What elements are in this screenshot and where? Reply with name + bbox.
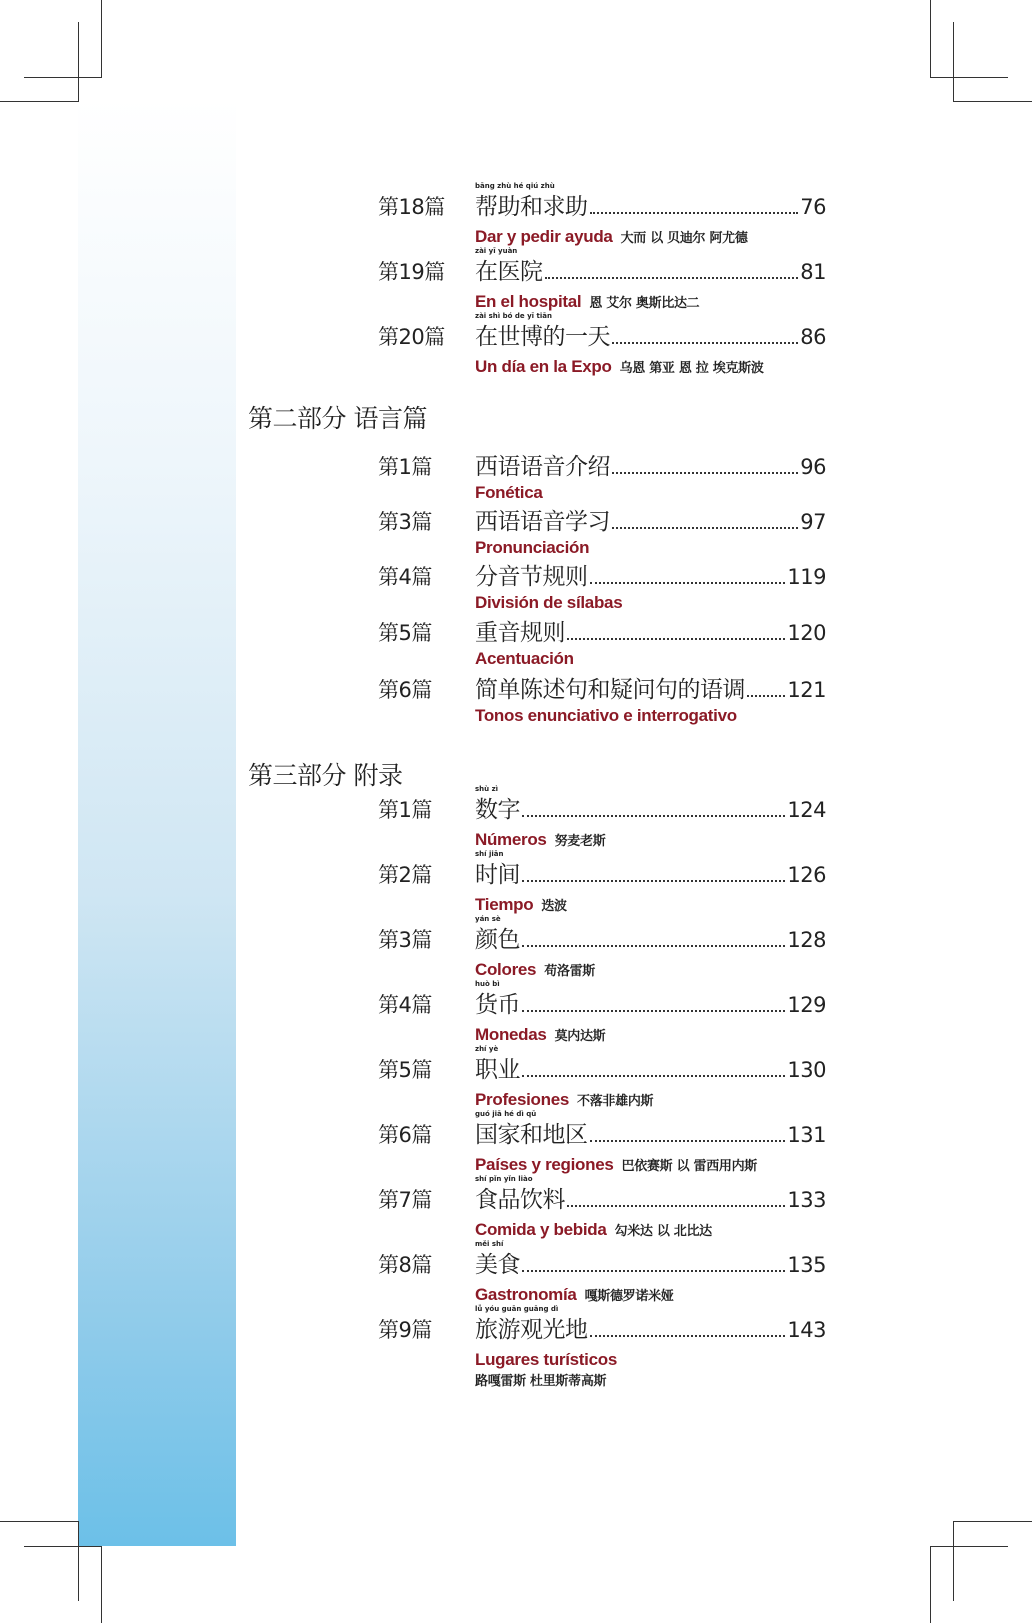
entry-page: 97 — [800, 510, 826, 534]
entry-spanish: Fonética — [475, 483, 543, 502]
entry-title: 货币 — [475, 992, 520, 1018]
crop-mark — [78, 22, 79, 102]
entry-title: 食品饮料 — [475, 1187, 565, 1213]
entry-spanish: Monedas — [475, 1025, 547, 1044]
entry-number: 第5篇 — [378, 621, 432, 645]
entry-page: 126 — [787, 863, 826, 887]
entry-number: 第1篇 — [378, 455, 432, 479]
entry-transliteration: 不落非雄内斯 — [577, 1094, 654, 1109]
entry-page: 120 — [787, 621, 826, 645]
entry-pinyin: guó jiā hé dì qū — [475, 1110, 537, 1118]
leader-dots — [522, 945, 785, 947]
entry-pinyin — [475, 551, 826, 562]
entry-number: 第8篇 — [378, 1253, 432, 1277]
crop-mark — [953, 1521, 954, 1601]
entry-page: 119 — [787, 565, 826, 589]
entry-title: 职业 — [475, 1057, 520, 1083]
entry-transliteration: 勾米达 以 北比达 — [614, 1224, 712, 1239]
entry-number: 第1篇 — [378, 798, 432, 822]
entry-title: 重音规则 — [475, 620, 565, 646]
leader-dots — [590, 1140, 786, 1142]
entry-title: 时间 — [475, 862, 520, 888]
entry-number: 第9篇 — [378, 1318, 432, 1342]
crop-mark — [24, 1546, 102, 1547]
entry-spanish: Lugares turísticos — [475, 1350, 617, 1369]
entry-page: 121 — [787, 678, 826, 702]
entry-page: 129 — [787, 993, 826, 1017]
entry-pinyin: zài yī yuàn — [475, 247, 518, 255]
entry-page: 81 — [800, 260, 826, 284]
leader-dots — [612, 527, 798, 529]
entry-page: 135 — [787, 1253, 826, 1277]
entry-number: 第6篇 — [378, 1123, 432, 1147]
entry-title: 旅游观光地 — [475, 1317, 588, 1343]
entry-spanish: Gastronomía — [475, 1285, 577, 1304]
entry-number: 第6篇 — [378, 678, 432, 702]
leader-dots — [612, 472, 798, 474]
leader-dots — [747, 695, 785, 697]
entry-page: 124 — [787, 798, 826, 822]
entry-transliteration: 莫内达斯 — [554, 1029, 606, 1044]
crop-mark — [78, 1521, 79, 1601]
entry-title: 简单陈述句和疑问句的语调 — [475, 677, 745, 703]
entry-title: 西语语音学习 — [475, 509, 610, 535]
entry-title: 在世博的一天 — [475, 324, 610, 350]
entry-title: 西语语音介绍 — [475, 454, 610, 480]
entry-spanish: Colores — [475, 960, 537, 979]
entry-title: 数字 — [475, 797, 520, 823]
leader-dots — [545, 277, 799, 279]
entry-page: 131 — [787, 1123, 826, 1147]
entry-pinyin — [475, 664, 826, 675]
entry-pinyin — [475, 496, 826, 507]
crop-mark — [930, 0, 931, 77]
crop-mark — [24, 77, 102, 78]
entry-spanish: División de sílabas — [475, 593, 623, 612]
entry-title: 帮助和求助 — [475, 194, 588, 220]
sidebar-gradient — [78, 98, 236, 1546]
leader-dots — [590, 582, 786, 584]
crop-mark — [101, 1546, 102, 1623]
entry-pinyin — [475, 441, 826, 452]
entry-transliteration: 迭波 — [541, 899, 567, 914]
crop-mark — [930, 1546, 1008, 1547]
entry-spanish: Un día en la Expo — [475, 357, 612, 376]
crop-mark — [953, 22, 954, 102]
entry-title: 国家和地区 — [475, 1122, 588, 1148]
entry-title: 在医院 — [475, 259, 543, 285]
entry-spanish: Tonos enunciativo e interrogativo — [475, 706, 737, 725]
entry-transliteration: 乌恩 第亚 恩 拉 埃克斯波 — [619, 361, 764, 376]
entry-pinyin: yán sè — [475, 915, 501, 923]
entry-transliteration: 嘎斯德罗诺米娅 — [584, 1289, 674, 1304]
entry-transliteration: 路嘎雷斯 杜里斯蒂高斯 — [475, 1374, 607, 1389]
entry-spanish: Profesiones — [475, 1090, 570, 1109]
crop-mark — [930, 77, 1008, 78]
entry-number: 第5篇 — [378, 1058, 432, 1082]
entry-transliteration: 巴依赛斯 以 雷西用内斯 — [621, 1159, 757, 1174]
leader-dots — [522, 880, 785, 882]
entry-spanish: Números — [475, 830, 547, 849]
leader-dots — [612, 342, 798, 344]
section-heading: 第二部分 语言篇 — [248, 404, 427, 433]
entry-pinyin — [475, 607, 826, 618]
entry-number: 第3篇 — [378, 928, 432, 952]
entry-page: 143 — [787, 1318, 826, 1342]
leader-dots — [567, 1205, 785, 1207]
entry-pinyin: huò bì — [475, 980, 500, 988]
entry-pinyin: shí pǐn yǐn liào — [475, 1175, 533, 1183]
entry-number: 第3篇 — [378, 510, 432, 534]
entry-transliteration: 恩 艾尔 奥斯比达二 — [589, 296, 700, 311]
crop-mark — [953, 101, 1032, 102]
entry-pinyin: shù zì — [475, 785, 499, 793]
crop-mark — [0, 101, 79, 102]
entry-page: 128 — [787, 928, 826, 952]
entry-page: 76 — [800, 195, 826, 219]
entry-page: 133 — [787, 1188, 826, 1212]
entry-number: 第19篇 — [378, 260, 445, 284]
entry-spanish: Comida y bebida — [475, 1220, 607, 1239]
entry-spanish: Acentuación — [475, 649, 574, 668]
entry-spanish: En el hospital — [475, 292, 582, 311]
entry-spanish: Tiempo — [475, 895, 534, 914]
entry-number: 第7篇 — [378, 1188, 432, 1212]
entry-number: 第18篇 — [378, 195, 445, 219]
entry-transliteration: 大而 以 贝迪尔 阿尤德 — [620, 231, 748, 246]
entry-spanish: Pronunciación — [475, 538, 590, 557]
entry-pinyin: zhí yè — [475, 1045, 499, 1053]
entry-spanish: Países y regiones — [475, 1155, 614, 1174]
entry-number: 第4篇 — [378, 565, 432, 589]
entry-number: 第20篇 — [378, 325, 445, 349]
entry-page: 96 — [800, 455, 826, 479]
leader-dots — [522, 1010, 785, 1012]
entry-pinyin: shí jiān — [475, 850, 504, 858]
leader-dots — [522, 1270, 785, 1272]
leader-dots — [590, 212, 799, 214]
entry-title: 美食 — [475, 1252, 520, 1278]
leader-dots — [522, 815, 785, 817]
entry-pinyin: lǚ yóu guān guāng dì — [475, 1305, 559, 1313]
crop-mark — [0, 1521, 79, 1522]
entry-transliteration: 苟洛雷斯 — [544, 964, 596, 979]
crop-mark — [953, 1521, 1032, 1522]
leader-dots — [590, 1335, 786, 1337]
leader-dots — [522, 1075, 785, 1077]
entry-title: 颜色 — [475, 927, 520, 953]
crop-mark — [930, 1546, 931, 1623]
entry-transliteration: 努麦老斯 — [554, 834, 606, 849]
leader-dots — [567, 638, 785, 640]
entry-title: 分音节规则 — [475, 564, 588, 590]
crop-mark — [101, 0, 102, 77]
entry-page: 86 — [800, 325, 826, 349]
entry-spanish: Dar y pedir ayuda — [475, 227, 613, 246]
entry-number: 第2篇 — [378, 863, 432, 887]
entry-pinyin: zài shì bó de yī tiān — [475, 312, 552, 320]
section-heading: 第三部分 附录 — [248, 761, 403, 790]
entry-page: 130 — [787, 1058, 826, 1082]
entry-pinyin: měi shí — [475, 1240, 504, 1248]
entry-pinyin: bāng zhù hé qiú zhù — [475, 182, 555, 190]
entry-number: 第4篇 — [378, 993, 432, 1017]
